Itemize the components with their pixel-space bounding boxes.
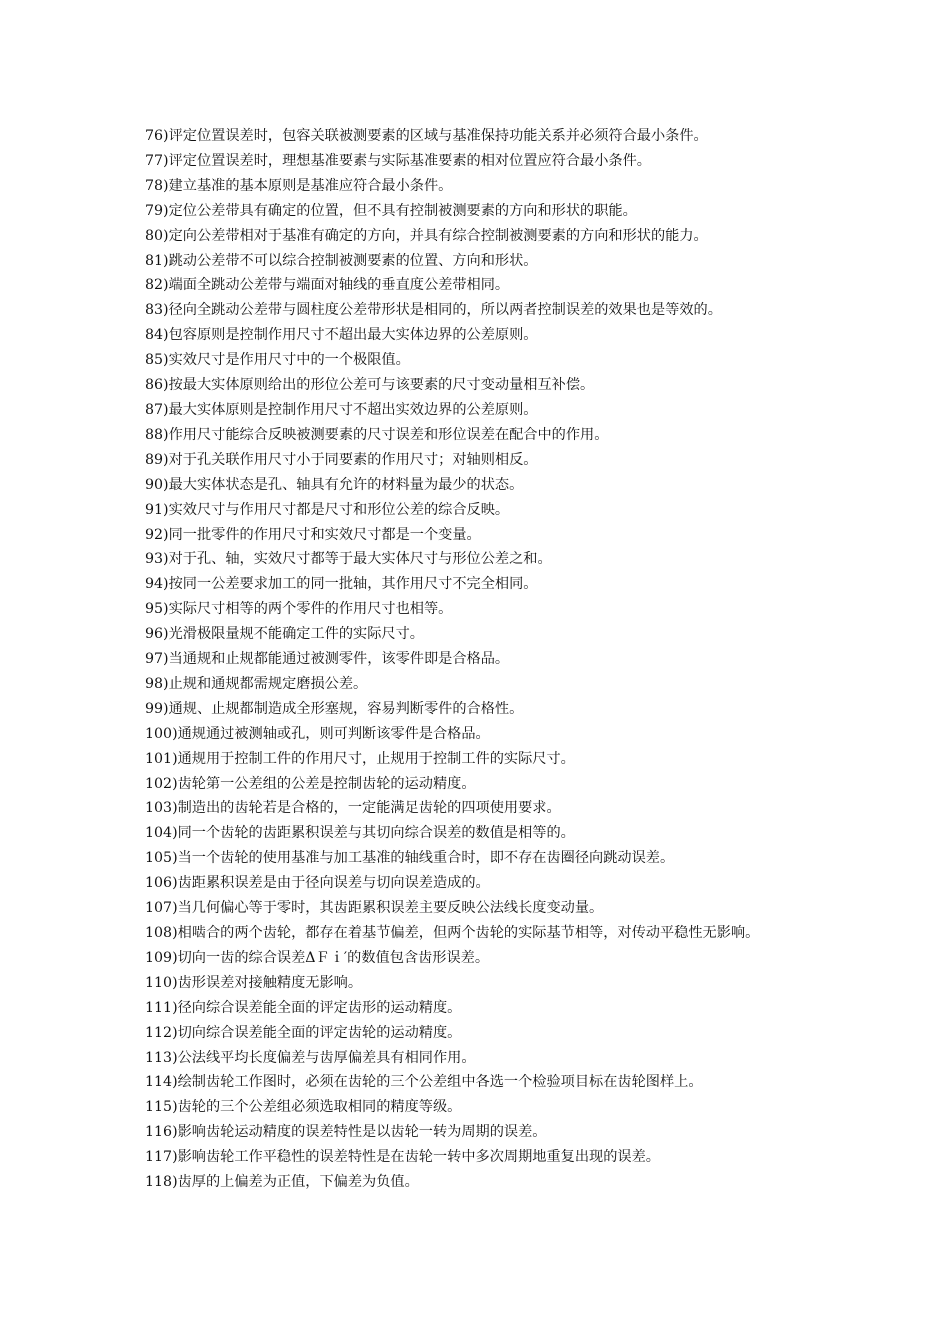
statement-92: 92)同一批零件的作用尺寸和实效尺寸都是一个变量。 — [145, 526, 481, 543]
statement-84: 84)包容原则是控制作用尺寸不超出最大实体边界的公差原则。 — [145, 327, 538, 344]
statement-118: 118)齿厚的上偏差为正值，下偏差为负值。 — [145, 1174, 419, 1191]
statement-85: 85)实效尺寸是作用尺寸中的一个极限值。 — [145, 352, 410, 369]
statement-90: 90)最大实体状态是孔、轴具有允许的材料量为最少的状态。 — [145, 476, 524, 493]
statement-77: 77)评定位置误差时，理想基准要素与实际基准要素的相对位置应符合最小条件。 — [145, 152, 651, 169]
statement-91: 91)实效尺寸与作用尺寸都是尺寸和形位公差的综合反映。 — [145, 501, 510, 518]
statement-115: 115)齿轮的三个公差组必须选取相同的精度等级。 — [145, 1099, 462, 1116]
statement-83: 83)径向全跳动公差带与圆柱度公差带形状是相同的，所以两者控制误差的效果也是等效的。 — [145, 302, 722, 319]
statement-106: 106)齿距累积误差是由于径向误差与切向误差造成的。 — [145, 875, 490, 892]
statement-105: 105)当一个齿轮的使用基准与加工基准的轴线重合时，即不存在齿圈径向跳动误差。 — [145, 850, 675, 867]
statement-78: 78)建立基准的基本原则是基准应符合最小条件。 — [145, 177, 453, 194]
statement-86: 86)按最大实体原则给出的形位公差可与该要素的尺寸变动量相互补偿。 — [145, 377, 595, 394]
statement-116: 116)影响齿轮运动精度的误差特性是以齿轮一转为周期的误差。 — [145, 1124, 547, 1141]
statement-81: 81)跳动公差带不可以综合控制被测要素的位置、方向和形状。 — [145, 252, 538, 269]
statement-79: 79)定位公差带具有确定的位置，但不具有控制被测要素的方向和形状的职能。 — [145, 202, 637, 219]
statement-104: 104)同一个齿轮的齿距累积误差与其切向综合误差的数值是相等的。 — [145, 825, 575, 842]
statement-89: 89)对于孔关联作用尺寸小于同要素的作用尺寸；对轴则相反。 — [145, 451, 538, 468]
statement-97: 97)当通规和止规都能通过被测零件，该零件即是合格品。 — [145, 651, 510, 668]
statement-109: 109)切向一齿的综合误差ΔＦｉ′的数值包含齿形误差。 — [145, 949, 490, 966]
statement-list — [145, 124, 815, 1195]
statement-96: 96)光滑极限量规不能确定工件的实际尺寸。 — [145, 626, 424, 643]
statement-114: 114)绘制齿轮工作图时，必须在齿轮的三个公差组中各选一个检验项目标在齿轮图样上。 — [145, 1074, 703, 1091]
statement-107: 107)当几何偏心等于零时，其齿距累积误差主要反映公法线长度变动量。 — [145, 900, 604, 917]
statement-101: 101)通规用于控制工件的作用尺寸，止规用于控制工件的实际尺寸。 — [145, 750, 575, 767]
statement-110: 110)齿形误差对接触精度无影响。 — [145, 974, 363, 991]
statement-88: 88)作用尺寸能综合反映被测要素的尺寸误差和形位误差在配合中的作用。 — [145, 426, 609, 443]
statement-103: 103)制造出的齿轮若是合格的，一定能满足齿轮的四项使用要求。 — [145, 800, 561, 817]
statement-113: 113)公法线平均长度偏差与齿厚偏差具有相同作用。 — [145, 1049, 476, 1066]
statement-108: 108)相啮合的两个齿轮，都存在着基节偏差，但两个齿轮的实际基节相等，对传动平稳性无影响。 — [145, 925, 760, 941]
statement-100: 100)通规通过被测轴或孔，则可判断该零件是合格品。 — [145, 725, 490, 742]
statement-95: 95)实际尺寸相等的两个零件的作用尺寸也相等。 — [145, 601, 453, 618]
statement-76: 76)评定位置误差时，包容关联被测要素的区域与基准保持功能关系并必须符合最小条件。 — [145, 128, 708, 144]
statement-102: 102)齿轮第一公差组的公差是控制齿轮的运动精度。 — [145, 775, 476, 792]
statement-82: 82)端面全跳动公差带与端面对轴线的垂直度公差带相同。 — [145, 277, 510, 294]
statement-93: 93)对于孔、轴，实效尺寸都等于最大实体尺寸与形位公差之和。 — [145, 551, 552, 568]
statement-94: 94)按同一公差要求加工的同一批轴，其作用尺寸不完全相同。 — [145, 576, 538, 593]
statement-87: 87)最大实体原则是控制作用尺寸不超出实效边界的公差原则。 — [145, 401, 538, 418]
statement-98: 98)止规和通规都需规定磨损公差。 — [145, 675, 368, 692]
statement-99: 99)通规、止规都制造成全形塞规，容易判断零件的合格性。 — [145, 700, 524, 717]
statement-112: 112)切向综合误差能全面的评定齿轮的运动精度。 — [145, 1024, 462, 1041]
statement-117: 117)影响齿轮工作平稳性的误差特性是在齿轮一转中多次周期地重复出现的误差。 — [145, 1149, 660, 1166]
statement-111: 111)径向综合误差能全面的评定齿形的运动精度。 — [145, 999, 462, 1016]
statement-80: 80)定向公差带相对于基准有确定的方向，并具有综合控制被测要素的方向和形状的能力。 — [145, 227, 708, 244]
